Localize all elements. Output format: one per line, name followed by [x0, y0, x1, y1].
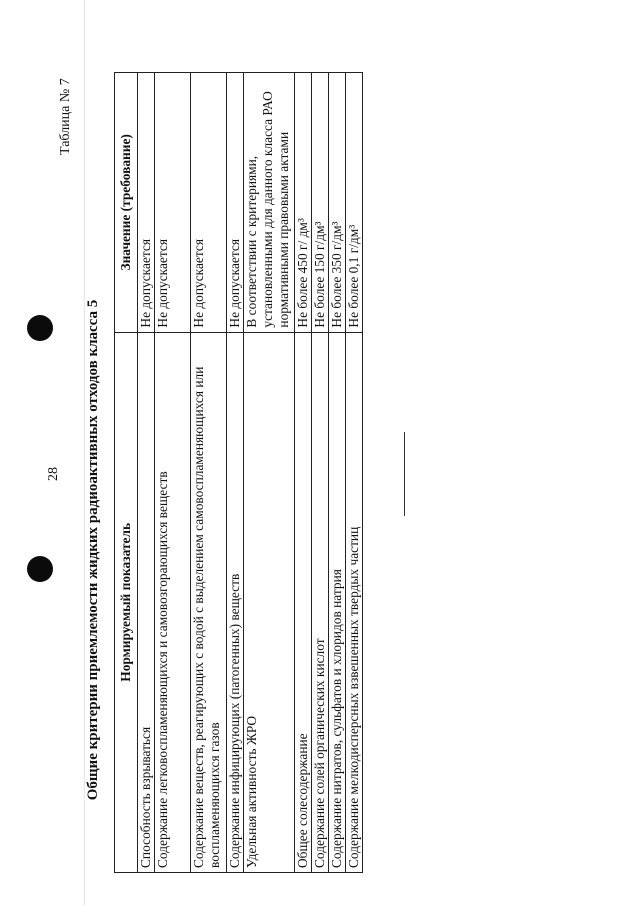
column-header-value: Значение (требование) — [115, 73, 138, 333]
indicator-cell: Способность взрываться — [138, 332, 155, 872]
indicator-cell: Общее солесодержание — [295, 332, 312, 872]
value-cell: Не допускается — [155, 73, 191, 333]
table-row — [295, 73, 312, 873]
table-header-row — [115, 73, 138, 873]
table-row — [329, 73, 346, 873]
indicator-cell: Содержание легковоспламеняющихся и самовозгорающихся веществ — [155, 332, 191, 872]
value-cell: Не более 0,1 г/дм³ — [346, 73, 363, 333]
value-cell: Не допускается — [191, 73, 227, 333]
value-cell: Не более 150 г/дм³ — [312, 73, 329, 333]
indicator-cell: Содержание мелкодисперсных взвешенных твердых частиц — [346, 332, 363, 872]
table-row — [191, 73, 227, 873]
page-number: 28 — [46, 467, 61, 481]
separator-line — [404, 432, 405, 516]
table-title: Общие критерии приемлемости жидких радиоактивных отходов класса 5 — [85, 299, 101, 801]
indicator-cell: Содержание инфицирующих (патогенных) веществ — [227, 332, 244, 872]
indicator-cell: Содержание веществ, реагирующих с водой с выделением самовоспламеняющихся или воспламеняющихся газов — [191, 332, 227, 872]
punch-hole-bottom — [27, 556, 53, 582]
criteria-table — [114, 72, 363, 873]
column-header-indicator: Нормируемый показатель — [115, 332, 138, 872]
value-cell: Не более 350 г/дм³ — [329, 73, 346, 333]
table-row — [244, 73, 295, 873]
value-cell: В соответствии с критериями, установленными для данного класса РАО нормативными правовыми актами — [244, 73, 295, 333]
table-label: Таблица № 7 — [58, 78, 73, 155]
value-cell: Не допускается — [227, 73, 244, 333]
table-row — [346, 73, 363, 873]
punch-hole-top — [27, 315, 53, 341]
indicator-cell: Содержание нитратов, сульфатов и хлоридов натрия — [329, 332, 346, 872]
indicator-cell: Содержание солей органических кислот — [312, 332, 329, 872]
criteria-table-wrapper — [114, 72, 371, 873]
table-row — [227, 73, 244, 873]
value-cell: Не более 450 г/ дм³ — [295, 73, 312, 333]
table-row — [155, 73, 191, 873]
table-row — [312, 73, 329, 873]
table-row — [138, 73, 155, 873]
indicator-cell: Удельная активность ЖРО — [244, 332, 295, 872]
value-cell: Не допускается — [138, 73, 155, 333]
